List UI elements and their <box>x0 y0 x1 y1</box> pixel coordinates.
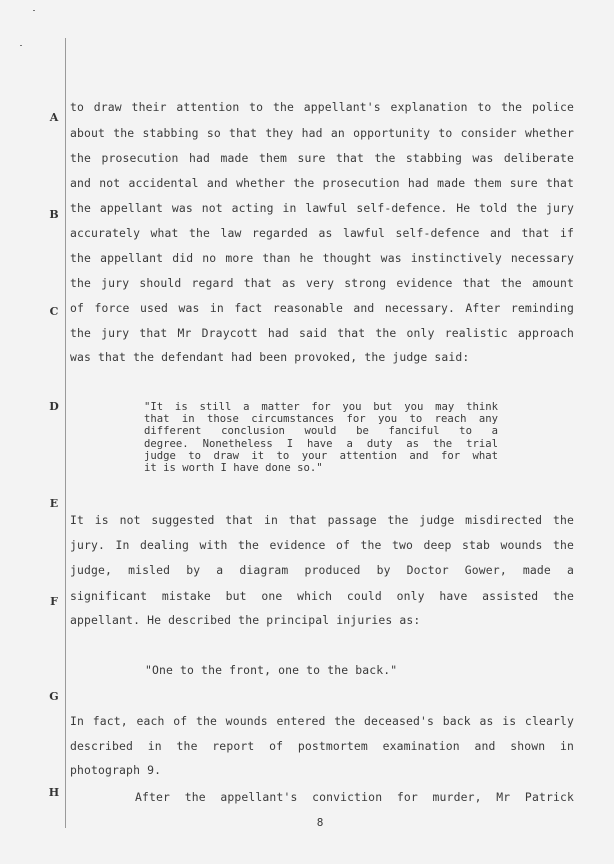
paragraph-1-line: to draw their attention to the appellant's explanation to the police <box>70 100 574 114</box>
quote-1-line: it is worth I have done so." <box>144 462 323 474</box>
page-number: 8 <box>316 816 324 829</box>
paragraph-2-line: jury. In dealing with the evidence of the two deep stab wounds the <box>70 538 574 552</box>
quote-1-line: that in those circumstances for you to reach any <box>144 413 498 425</box>
quote-1-line: different conclusion would be fanciful to a <box>144 425 498 437</box>
paragraph-1-line: and not accidental and whether the prosecution had made them sure that <box>70 176 574 190</box>
margin-letter-c: C <box>49 305 59 318</box>
paragraph-4-line: After the appellant's conviction for murder, Mr Patrick <box>135 790 574 804</box>
margin-letter-g: G <box>49 690 59 703</box>
scan-speck <box>20 45 22 46</box>
paragraph-1-line: the jury that Mr Draycott had said that the only realistic approach <box>70 326 574 340</box>
margin-letter-d: D <box>49 400 59 413</box>
paragraph-1-line: the prosecution had made them sure that the stabbing was deliberate <box>70 151 574 165</box>
paragraph-1-line: the jury should regard that as very strong evidence that the amount <box>70 276 574 290</box>
paragraph-2-line: It is not suggested that in that passage the judge misdirected the <box>70 513 574 527</box>
paragraph-3-line: photograph 9. <box>70 763 162 777</box>
paragraph-1-line: about the stabbing so that they had an opportunity to consider whether <box>70 126 574 140</box>
margin-letter-b: B <box>49 208 59 221</box>
paragraph-1-line: the appellant was not acting in lawful self-defence. He told the jury <box>70 201 574 215</box>
paragraph-3-line: In fact, each of the wounds entered the deceased's back as is clearly <box>70 714 574 728</box>
paragraph-2-line: significant mistake but one which could only have assisted the <box>70 589 574 603</box>
paragraph-2-line: appellant. He described the principal injuries as: <box>70 613 421 627</box>
paragraph-2-line: judge, misled by a diagram produced by Doctor Gower, made a <box>70 563 574 577</box>
paragraph-1-line: of force used was in fact reasonable and necessary. After reminding <box>70 301 574 315</box>
paragraph-3-line: described in the report of postmortem examination and shown in <box>70 739 574 753</box>
paragraph-1-line: was that the defendant had been provoked, the judge said: <box>70 350 470 364</box>
margin-rule <box>65 38 66 828</box>
quote-1-line: "It is still a matter for you but you may think <box>144 401 498 413</box>
margin-letter-a: A <box>49 111 59 124</box>
paragraph-1-line: the appellant did no more than he thought was instinctively necessary <box>70 251 574 265</box>
margin-letter-f: F <box>50 595 58 608</box>
scan-speck <box>33 10 35 11</box>
paragraph-1-line: accurately what the law regarded as lawful self-defence and that if <box>70 226 574 240</box>
quote-1-line: judge to draw it to your attention and for what <box>144 450 498 462</box>
quote-2: "One to the front, one to the back." <box>145 663 398 677</box>
quote-1-line: degree. Nonetheless I have a duty as the trial <box>144 438 498 450</box>
margin-letter-e: E <box>49 497 59 510</box>
margin-letter-h: H <box>48 786 60 799</box>
